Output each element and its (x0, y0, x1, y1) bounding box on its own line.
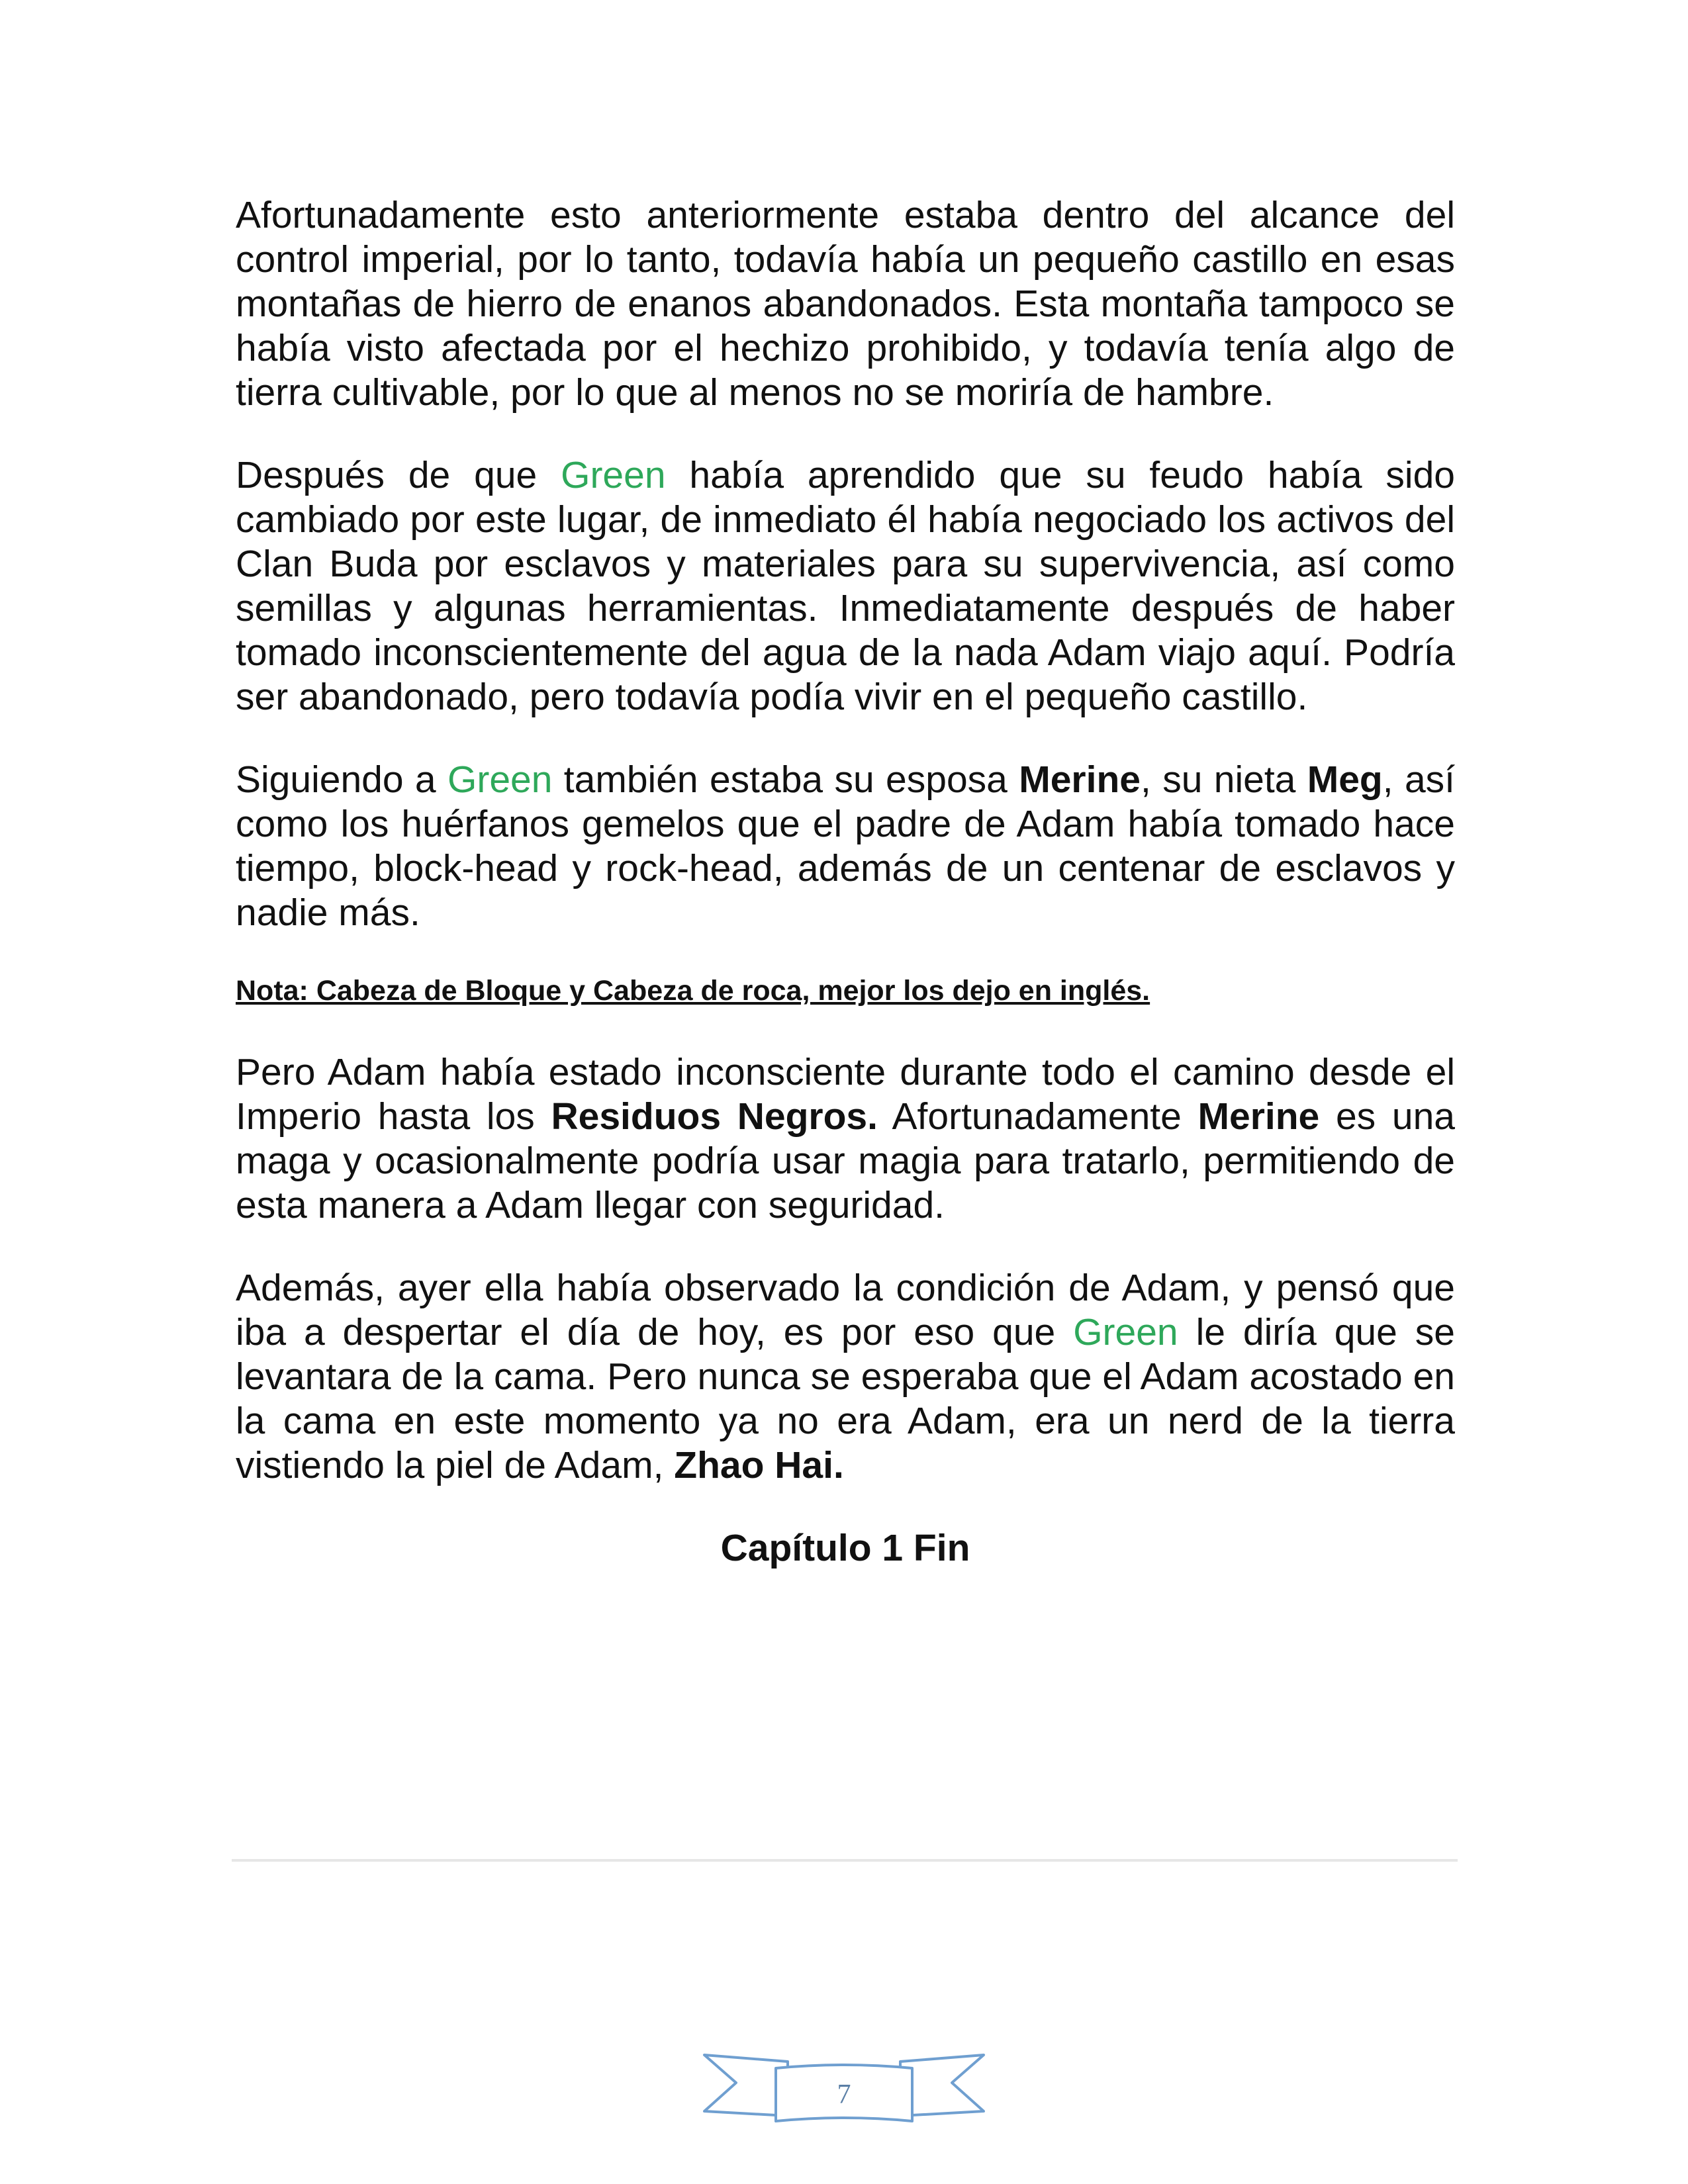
text-run: Afortunadamente (877, 1095, 1198, 1138)
character-name-merine: Merine (1019, 758, 1141, 801)
text-run: Siguiendo a (236, 758, 448, 801)
page-number: 7 (837, 2079, 851, 2110)
character-name-zhao-hai: Zhao Hai. (674, 1444, 844, 1486)
translator-note: Nota: Cabeza de Bloque y Cabeza de roca, mejor los dejo en inglés. (236, 975, 1150, 1007)
text-run: , así como los huérfanos gemelos que el padre de Adam había tomado hace tiempo, block-head y rock-head, además de un centenar de esclavos y nadie más. (236, 758, 1455, 934)
text-run: también estaba su esposa (552, 758, 1019, 801)
character-name-meg: Meg (1307, 758, 1383, 801)
character-name-green: Green (1073, 1311, 1178, 1353)
text-run: le diría que se levantara de la cama. Pero nunca se esperaba que el Adam acostado en la cama en este momento ya no era Adam, era un nerd de la tierra vistiendo la piel de Adam, (236, 1311, 1455, 1486)
text-run: , su nieta (1140, 758, 1307, 801)
paragraph-castle (236, 193, 1455, 415)
paragraph-castle-text: Afortunadamente esto anteriormente estaba dentro del alcance del control imperial, por lo tanto, todavía había un pequeño castillo en esas montañas de hierro de enanos abandonados. Esta montaña tampoco se había visto afectada por el hechizo prohibido, y todavía tenía algo de tierra cultivable, por lo que al menos no se moriría de hambre. (236, 194, 1455, 414)
character-name-green: Green (561, 454, 666, 496)
footer-divider (232, 1859, 1458, 1862)
text-run: Después de que (236, 454, 561, 496)
text-run: Además, ayer ella había observado la condición de Adam, y pensó que iba a despertar el día de hoy, es por eso que (236, 1267, 1455, 1353)
text-run: es una maga y ocasionalmente podría usar magia para tratarlo, permitiendo de esta manera a Adam llegar con seguridad. (236, 1095, 1455, 1226)
text-run: había aprendido que su feudo había sido cambiado por este lugar, de inmediato él había negociado los activos del Clan Buda por esclavos y materiales para su supervivencia, así como semillas y algunas herramientas. Inmediatamente después de haber tomado inconscientemente del agua de la nada Adam viajo aquí. Podría ser abandonado, pero todavía podía vivir en el pequeño castillo. (236, 454, 1455, 718)
paragraph-journey (236, 1050, 1455, 1228)
paragraph-companions (236, 758, 1455, 935)
paragraph-zhao-hai (236, 1266, 1455, 1488)
character-name-green: Green (447, 758, 553, 801)
character-name-merine: Merine (1197, 1095, 1320, 1138)
text-run: Pero Adam había estado inconsciente durante todo el camino desde el Imperio hasta los (236, 1051, 1455, 1138)
page-body (236, 193, 1455, 1570)
paragraph-green-feudo (236, 453, 1455, 719)
chapter-end-heading: Capítulo 1 Fin (720, 1527, 970, 1569)
place-name-residuos-negros: Residuos Negros. (551, 1095, 878, 1138)
